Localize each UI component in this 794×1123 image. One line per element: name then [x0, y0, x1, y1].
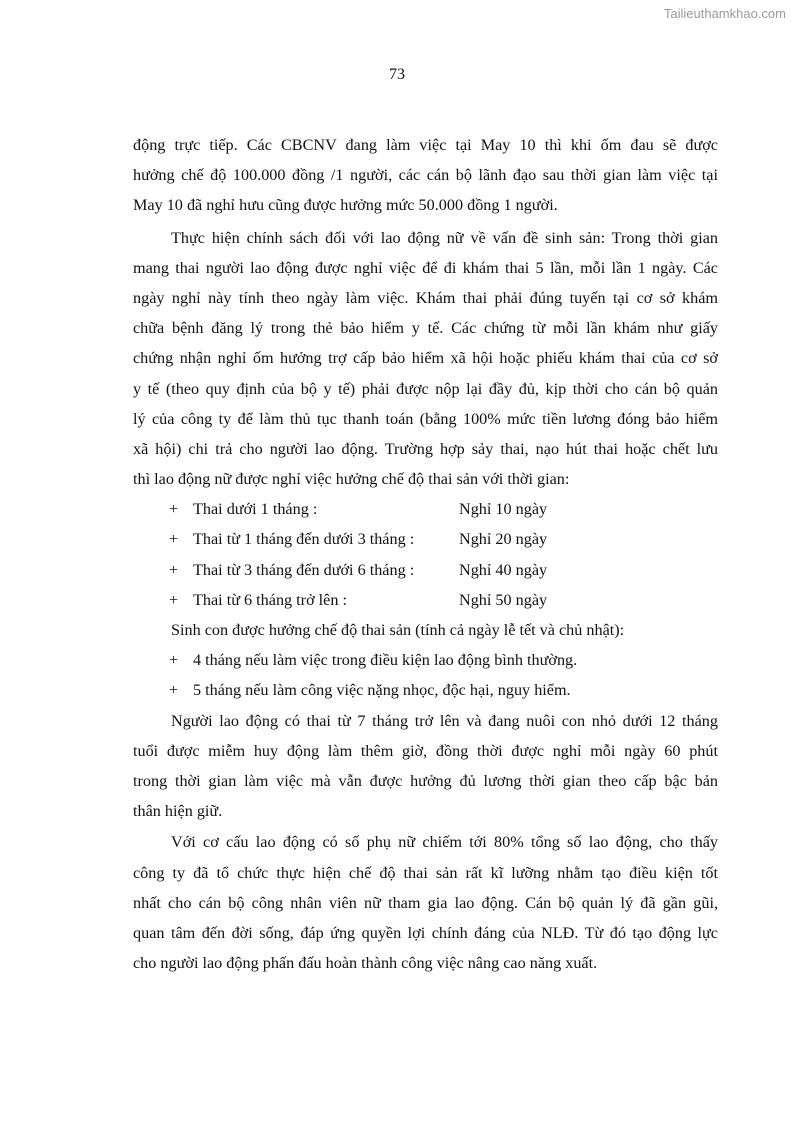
leave-condition: Thai dưới 1 tháng :	[193, 500, 318, 519]
leave-condition: Thai từ 6 tháng trở lên :	[193, 590, 347, 609]
paragraph-line: Thực hiện chính sách đối với lao động nữ về vấn đề sinh sản: Trong thời gian	[171, 228, 718, 247]
paragraph-line: tuổi được miễm huy động làm thêm giờ, đồng thời được nghỉ mỗi ngày 60 phút	[133, 741, 718, 760]
leave-list-item	[133, 494, 718, 524]
paragraph-line: Người lao động có thai từ 7 tháng trở lên và đang nuôi con nhỏ dưới 12 tháng	[171, 711, 718, 730]
paragraph-line: cho người lao động phấn đấu hoàn thành công việc nâng cao năng xuất.	[133, 954, 598, 973]
paragraph-line: mang thai người lao động được nghỉ việc để đi khám thai 5 lần, mỗi lần 1 ngày. Các	[133, 258, 718, 277]
watermark: Tailieuthamkhao.com	[663, 6, 786, 21]
paragraph-line: nhất cho cán bộ công nhân viên nữ tham gia lao động. Cán bộ quản lý đã gần gũi,	[133, 893, 718, 912]
page-number: 73	[389, 66, 405, 83]
paragraph-line: ngày nghỉ này tính theo ngày làm việc. Khám thai phải đúng tuyến tại cơ sở khám	[133, 288, 718, 307]
paragraph-line: chữa bệnh đăng lý trong thẻ bảo hiểm y tế. Các chứng từ mỗi lần khám như giấy	[133, 319, 718, 338]
paragraph-line: chứng nhận nghỉ ốm hưởng trợ cấp bảo hiểm xã hội hoặc phiếu khám thai của cơ sở	[133, 349, 718, 368]
bullet-marker: +	[169, 560, 179, 579]
paragraph-line: hưởng chế độ 100.000 đồng /1 người, các cán bộ lãnh đạo sau thời gian làm việc tại	[133, 166, 718, 185]
bullet-marker: +	[169, 500, 179, 519]
paragraph-line: thân hiện giữ.	[133, 802, 223, 821]
birth-entitlement: 4 tháng nếu làm việc trong điều kiện lao động bình thường.	[193, 651, 578, 670]
paragraph-line: công ty đã tổ chức thực hiện chế độ thai sản rất kĩ lưỡng nhằm tạo điều kiện tốt	[133, 863, 718, 882]
birth-intro: Sinh con được hưởng chế độ thai sản (tính cả ngày lễ tết và chủ nhật):	[171, 621, 625, 639]
paragraph-line: trong thời gian làm việc mà vẫn được hưởng đủ lương thời gian theo cấp bậc bản	[133, 771, 718, 790]
leave-list-item	[133, 524, 718, 554]
leave-condition: Thai từ 3 tháng đến dưới 6 tháng :	[193, 560, 415, 579]
leave-duration: Nghỉ 50 ngày	[459, 590, 548, 609]
birth-entitlement: 5 tháng nếu làm công việc nặng nhọc, độc hại, nguy hiểm.	[193, 681, 571, 700]
paragraph-line: Với cơ cấu lao động có số phụ nữ chiếm tới 80% tổng số lao động, cho thấy	[171, 833, 718, 852]
leave-condition: Thai từ 1 tháng đến dưới 3 tháng :	[193, 530, 415, 549]
leave-duration: Nghỉ 20 ngày	[459, 530, 548, 549]
leave-duration: Nghỉ 10 ngày	[459, 500, 548, 519]
paragraph-line: xã hội) chi trả cho người lao động. Trường hợp sảy thai, nạo hút thai hoặc chết lưu	[133, 439, 718, 458]
paragraph-line: May 10 đã nghỉ hưu cũng được hưởng mức 50.000 đồng 1 người.	[133, 196, 558, 215]
leave-list-item	[133, 555, 718, 585]
birth-list-item	[133, 675, 718, 705]
document-body	[133, 130, 718, 978]
bullet-marker: +	[169, 590, 179, 609]
bullet-marker: +	[169, 681, 179, 700]
leave-list-item	[133, 585, 718, 615]
paragraph-line: lý của công ty để làm thủ tục thanh toán (bằng 100% mức tiền lương đóng bảo hiểm	[133, 409, 718, 428]
paragraph-line: y tế (theo quy định của bộ y tế) phải được nộp lại đầy đủ, kịp thời cho cán bộ quản	[133, 379, 718, 398]
paragraph-line: quan tâm đến đời sống, đáp ứng quyền lợi chính đáng của NLĐ. Từ đó tạo động lực	[133, 923, 718, 942]
leave-duration: Nghỉ 40 ngày	[459, 560, 548, 579]
paragraph-line: thì lao động nữ được nghỉ việc hưởng chế độ thai sản với thời gian:	[133, 470, 570, 489]
birth-list-item	[133, 645, 718, 675]
bullet-marker: +	[169, 530, 179, 549]
paragraph-line: động trực tiếp. Các CBCNV đang làm việc tại May 10 thì khi ốm đau sẽ được	[133, 136, 718, 154]
bullet-marker: +	[169, 651, 179, 670]
